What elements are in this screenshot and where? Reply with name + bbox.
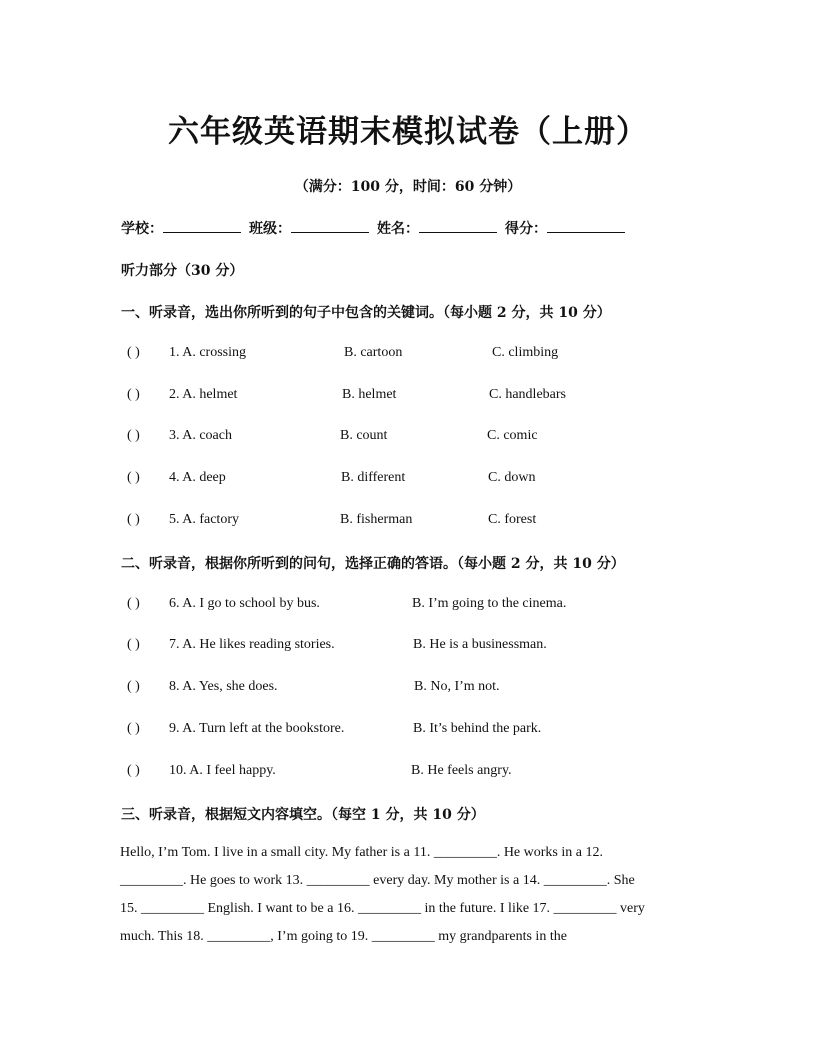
- list-item: [127, 763, 512, 779]
- cloze-passage: [120, 839, 700, 951]
- answer-paren[interactable]: ( ): [127, 721, 140, 736]
- list-item: [127, 679, 500, 695]
- option-b: B. cartoon: [344, 345, 403, 360]
- class-label: 班级：: [249, 221, 291, 237]
- passage-line: 15. _________ English. I want to be a 16. _________ in the future. I like 17. _________ very: [120, 901, 645, 916]
- answer-paren[interactable]: ( ): [127, 763, 140, 778]
- option-b: B. It’s behind the park.: [413, 721, 542, 736]
- list-item: [127, 470, 536, 486]
- listening-header: 听力部分（30 分）: [121, 263, 244, 279]
- answer-paren[interactable]: ( ): [127, 387, 140, 402]
- option-c: C. handlebars: [489, 387, 566, 402]
- option-c: C. forest: [488, 512, 537, 527]
- score-label: 得分：: [505, 221, 547, 237]
- option-b: B. fisherman: [340, 512, 413, 527]
- option-a: 6. A. I go to school by bus.: [169, 596, 320, 611]
- option-a: 10. A. I feel happy.: [169, 763, 276, 778]
- answer-paren[interactable]: ( ): [127, 345, 140, 360]
- school-label: 学校：: [121, 221, 163, 237]
- option-b: B. count: [340, 428, 388, 443]
- page-title: 六年级英语期末模拟试卷（上册）: [168, 114, 648, 150]
- option-b: B. different: [341, 470, 406, 485]
- answer-paren[interactable]: ( ): [127, 470, 140, 485]
- option-c: C. down: [488, 470, 536, 485]
- page-subtitle: （满分：100 分，时间：60 分钟）: [294, 179, 522, 195]
- list-item: [127, 512, 537, 528]
- list-item: [127, 345, 559, 361]
- option-b: B. helmet: [342, 387, 397, 402]
- passage-line: Hello, I’m Tom. I live in a small city. My father is a 11. _________. He works in a 12.: [120, 845, 603, 860]
- option-a: 5. A. factory: [169, 512, 239, 527]
- option-c: C. climbing: [492, 345, 559, 360]
- list-item: [127, 637, 547, 653]
- answer-paren[interactable]: ( ): [127, 679, 140, 694]
- answer-paren[interactable]: ( ): [127, 512, 140, 527]
- passage-line: _________. He goes to work 13. _________ every day. My mother is a 14. _________. She: [120, 873, 635, 888]
- list-item: [127, 387, 566, 403]
- class-blank[interactable]: [291, 231, 369, 233]
- option-a: 8. A. Yes, she does.: [169, 679, 278, 694]
- section1-heading: 一、听录音，选出你所听到的句子中包含的关键词。（每小题 2 分，共 10 分）: [121, 305, 611, 321]
- option-a: 1. A. crossing: [169, 345, 246, 360]
- list-item: [127, 428, 538, 444]
- option-a: 3. A. coach: [169, 428, 232, 443]
- option-b: B. He is a businessman.: [413, 637, 547, 652]
- list-item: [127, 721, 542, 737]
- section2-heading: 二、听录音，根据你所听到的问句，选择正确的答语。（每小题 2 分，共 10 分）: [121, 556, 625, 572]
- name-blank[interactable]: [419, 231, 497, 233]
- option-b: B. No, I’m not.: [414, 679, 500, 694]
- name-label: 姓名：: [377, 221, 419, 237]
- answer-paren[interactable]: ( ): [127, 428, 140, 443]
- score-blank[interactable]: [547, 231, 625, 233]
- answer-paren[interactable]: ( ): [127, 637, 140, 652]
- option-b: B. He feels angry.: [411, 763, 512, 778]
- option-a: 2. A. helmet: [169, 387, 238, 402]
- answer-paren[interactable]: ( ): [127, 596, 140, 611]
- info-line: [121, 218, 625, 238]
- option-c: C. comic: [487, 428, 538, 443]
- option-b: B. I’m going to the cinema.: [412, 596, 567, 611]
- option-a: 9. A. Turn left at the bookstore.: [169, 721, 345, 736]
- passage-line: much. This 18. _________, I’m going to 19. _________ my grandparents in the: [120, 929, 567, 944]
- option-a: 4. A. deep: [169, 470, 226, 485]
- section3-heading: 三、听录音，根据短文内容填空。（每空 1 分，共 10 分）: [121, 807, 485, 823]
- school-blank[interactable]: [163, 231, 241, 233]
- list-item: [127, 596, 567, 612]
- option-a: 7. A. He likes reading stories.: [169, 637, 335, 652]
